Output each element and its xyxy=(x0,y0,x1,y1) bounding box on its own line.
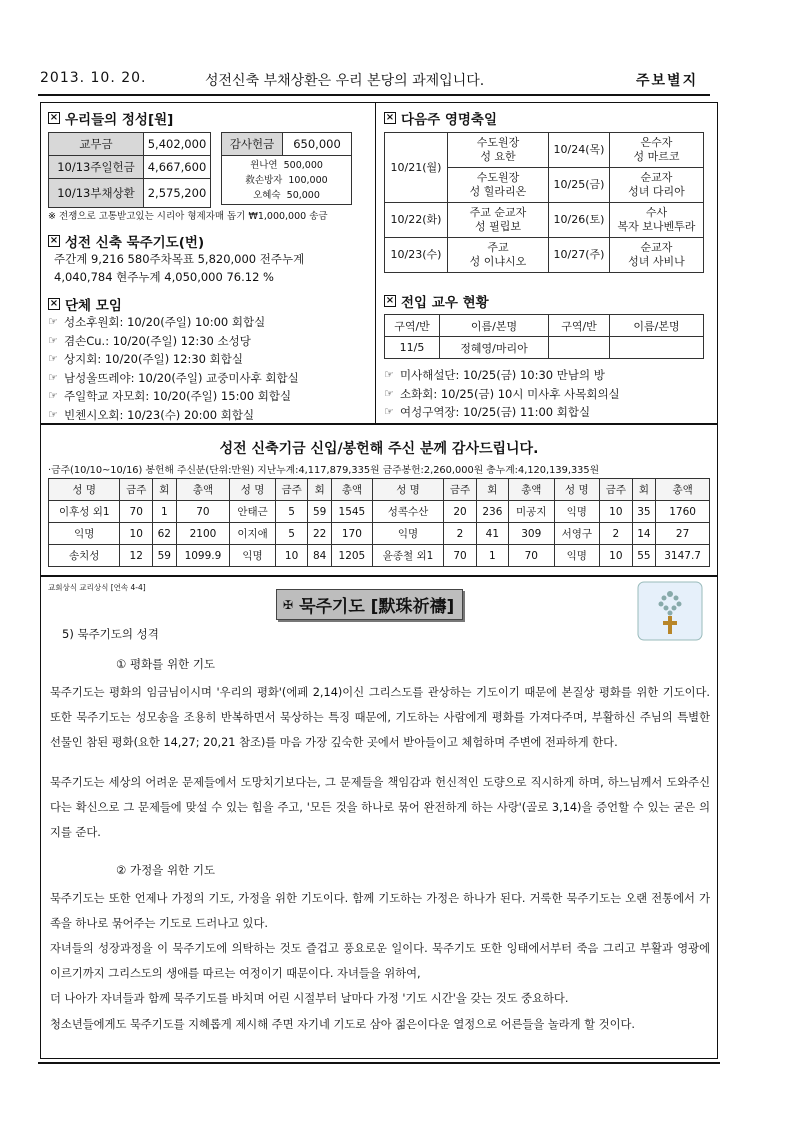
section-heading-peace: ① 평화를 위한 기도 xyxy=(116,657,216,671)
notices-list xyxy=(384,366,620,422)
donor-cell: 5 xyxy=(275,501,308,523)
meeting-text: 상지회: 10/20(주일) 12:30 회합실 xyxy=(64,352,243,366)
meeting-text: 남성울뜨레야: 10/20(주일) 교중미사후 회합실 xyxy=(64,370,299,385)
donor-cell: 22 xyxy=(308,523,332,545)
feast-date: 10/23(수) xyxy=(385,238,448,273)
offerings-table xyxy=(48,132,211,208)
series-label: 교회상식 교리상식 [연속 4-4] xyxy=(48,583,146,592)
feast-date: 10/22(화) xyxy=(385,203,448,238)
thanks-donors xyxy=(222,156,352,205)
donor-cell: 1099.9 xyxy=(176,545,230,567)
list-item xyxy=(384,366,620,385)
meeting-text: 주일학교 자모회: 10/20(주일) 15:00 회합실 xyxy=(64,389,292,403)
feast-saint-line: 복자 보나벤투라 xyxy=(617,220,696,233)
donor-cell: 이지애 xyxy=(230,523,276,545)
transfer-header: 이름/본명 xyxy=(610,315,704,337)
rosary-image xyxy=(636,580,704,642)
feasts-heading xyxy=(384,108,497,128)
transfer-heading xyxy=(384,291,489,311)
col-header-total: 총액 xyxy=(176,479,230,501)
syria-note: ※ 전쟁으로 고통받고있는 시리아 형제자매 돕기 ₩1,000,000 송금 xyxy=(48,211,328,222)
thanks-value: 650,000 xyxy=(283,133,352,156)
col-header-name: 성 명 xyxy=(230,479,276,501)
list-item xyxy=(48,387,299,406)
list-item xyxy=(48,313,299,332)
donor-cell: 윤종철 외1 xyxy=(372,545,443,567)
donor-cell: 41 xyxy=(476,523,508,545)
donor-cell: 미공지 xyxy=(508,501,554,523)
donor-cell: 익명 xyxy=(372,523,443,545)
donor-amount: 100,000 xyxy=(288,174,328,186)
meetings-title: 단체 모임 xyxy=(65,298,122,314)
offering-label: 10/13부채상환 xyxy=(49,179,144,208)
feast-name xyxy=(448,238,549,273)
donor-cell: 2 xyxy=(600,523,633,545)
paragraph-family-4: 청소년들에게도 묵주기도를 지혜롭게 제시해 주면 자기네 기도로 삼아 젊은이다운 열정으로 어른들을 놀라게 할 것이다. xyxy=(50,1018,636,1031)
donor-cell: 236 xyxy=(476,501,508,523)
pointing-hand-icon: ☞ xyxy=(48,352,58,366)
feast-title-line: 순교자 xyxy=(640,241,673,254)
col-header-total: 총액 xyxy=(508,479,554,501)
transfer-table xyxy=(384,314,704,359)
donor-cell: 1 xyxy=(152,501,176,523)
donor-cell: 62 xyxy=(152,523,176,545)
pointing-hand-icon: ☞ xyxy=(48,315,58,329)
donor-cell: 1 xyxy=(476,545,508,567)
section-heading-family: ② 가정을 위한 기도 xyxy=(116,863,216,877)
donor-row xyxy=(224,188,349,203)
column-divider xyxy=(375,102,376,424)
checkbox-icon xyxy=(384,295,396,307)
feast-title-line: 순교자 xyxy=(640,171,673,184)
pointing-hand-icon: ☞ xyxy=(48,333,58,347)
col-header-total: 총액 xyxy=(656,479,710,501)
thanks-label: 감사헌금 xyxy=(222,133,283,156)
table-row xyxy=(49,523,710,545)
donor-name: 오혜숙 xyxy=(253,189,281,201)
col-header-week: 금주 xyxy=(600,479,633,501)
feast-saint-line: 성 마르코 xyxy=(633,150,680,163)
feast-date: 10/24(목) xyxy=(549,133,610,168)
donor-cell: 55 xyxy=(632,545,656,567)
col-header-week: 금주 xyxy=(120,479,153,501)
donor-cell: 서영구 xyxy=(554,523,600,545)
paragraph-family-3: 더 나아가 자녀들과 함께 묵주기도를 바치며 어린 시절부터 날마다 가정 '기도 시간'을 갖는 것도 중요하다. xyxy=(50,992,569,1005)
meetings-list xyxy=(48,313,299,424)
paragraph-peace-1: 묵주기도는 평화의 임금님이시며 '우리의 평화'(에페 2,14)이신 그리스도를 관상하는 기도이기 때문에 본질상 평화를 위한 기도이다. 또한 묵주기도는 성모송을 조용히 반복하면서 묵상하는 특징 때문에, 기도하는 사람에게 평화를 가져다주며, 부활하신 주님의 특별한 선물인 참된 평화(요한 14,27; 20,21 참조)를 마음 가장 깊숙한 곳에서 받아들이고 체험하며 주변에 전파하게 한다. xyxy=(50,686,710,749)
transfer-cell: 11/5 xyxy=(385,337,440,359)
feast-date: 10/26(토) xyxy=(549,203,610,238)
feast-saint-line: 성 힐라리온 xyxy=(469,185,527,198)
donor-cell: 59 xyxy=(152,545,176,567)
donor-cell: 안태근 xyxy=(230,501,276,523)
footer-rule xyxy=(38,1062,720,1064)
donor-cell: 70 xyxy=(444,545,477,567)
table-row xyxy=(49,501,710,523)
meeting-text: 겸손Cu.: 10/20(주일) 12:30 소성당 xyxy=(64,333,251,348)
thanks-offering-table xyxy=(221,132,352,205)
offering-value: 2,575,200 xyxy=(144,179,211,208)
article-title-chip xyxy=(276,589,463,620)
notice-text: 여성구역장: 10/25(금) 11:00 회합실 xyxy=(400,405,591,419)
pointing-hand-icon: ☞ xyxy=(384,386,394,400)
feast-title-line: 수도원장 xyxy=(476,171,520,184)
donor-cell: 이후성 외1 xyxy=(49,501,120,523)
donor-cell: 익명 xyxy=(554,501,600,523)
article-subtitle: 5) 묵주기도의 성격 xyxy=(62,627,159,641)
pointing-hand-icon: ☞ xyxy=(48,370,58,384)
transfer-header: 구역/반 xyxy=(549,315,610,337)
list-item xyxy=(48,350,299,369)
feast-title-line: 수사 xyxy=(645,206,668,219)
transfer-title: 전입 교우 현황 xyxy=(401,295,489,311)
transfer-cell: 정혜영/마리아 xyxy=(440,337,549,359)
donor-cell: 70 xyxy=(508,545,554,567)
donor-cell: 1545 xyxy=(331,501,372,523)
feast-title-line: 주교 순교자 xyxy=(469,206,527,219)
checkbox-icon xyxy=(48,298,60,310)
donor-cell: 14 xyxy=(632,523,656,545)
feast-name xyxy=(448,203,549,238)
donor-cell: 익명 xyxy=(230,545,276,567)
list-item xyxy=(384,403,620,422)
checkbox-icon xyxy=(384,112,396,124)
offerings-title: 우리들의 정성[원] xyxy=(65,112,174,128)
donor-cell: 170 xyxy=(331,523,372,545)
pointing-hand-icon: ☞ xyxy=(384,368,394,382)
donor-cell: 35 xyxy=(632,501,656,523)
feast-date: 10/27(주) xyxy=(549,238,610,273)
donor-cell: 익명 xyxy=(554,545,600,567)
transfer-header: 구역/반 xyxy=(385,315,440,337)
donor-cell: 309 xyxy=(508,523,554,545)
bulletin-title: 주보별지 xyxy=(636,73,699,89)
notice-text: 미사해설단: 10/25(금) 10:30 만남의 방 xyxy=(400,368,605,382)
transfer-cell xyxy=(549,337,610,359)
donation-table xyxy=(48,478,710,567)
donor-cell: 84 xyxy=(308,545,332,567)
donor-amount: 50,000 xyxy=(286,189,320,201)
col-header-count: 회 xyxy=(308,479,332,501)
donor-name: 救손방자 xyxy=(245,174,283,186)
donor-row xyxy=(224,158,349,173)
list-item xyxy=(48,369,299,388)
feast-saint-line: 성 요한 xyxy=(480,150,516,163)
feast-name xyxy=(448,168,549,203)
cross-icon: ✠ xyxy=(283,597,294,612)
donor-amount: 500,000 xyxy=(283,159,323,171)
offering-label: 교무금 xyxy=(49,133,144,156)
header-slogan: 성전신축 부채상환은 우리 본당의 과제입니다. xyxy=(205,73,485,89)
feast-title-line: 은수자 xyxy=(640,136,673,149)
notice-text: 소화회: 10/25(금) 10시 미사후 사목회의실 xyxy=(400,386,620,401)
header-rule xyxy=(38,94,710,96)
feast-title-line: 수도원장 xyxy=(476,136,520,149)
rosary-clipart-icon xyxy=(636,580,704,642)
offering-label: 10/13주일헌금 xyxy=(49,156,144,179)
donor-cell: 59 xyxy=(308,501,332,523)
feast-name xyxy=(610,133,704,168)
donor-cell: 10 xyxy=(120,523,153,545)
meeting-text: 빈첸시오회: 10/23(수) 20:00 회합실 xyxy=(64,407,255,422)
issue-date: 2013. 10. 20. xyxy=(40,70,147,86)
feast-saint-line: 성녀 사비나 xyxy=(628,255,685,268)
donor-cell: 2100 xyxy=(176,523,230,545)
meeting-text: 성소후원회: 10/20(주일) 10:00 회합실 xyxy=(64,315,266,329)
feast-name xyxy=(448,133,549,168)
feast-name xyxy=(610,238,704,273)
feast-title-line: 주교 xyxy=(487,241,509,254)
feast-saint-line: 성 필립보 xyxy=(474,220,521,233)
feast-name xyxy=(610,168,704,203)
article-title: 묵주기도 [默珠祈禱] xyxy=(299,597,455,617)
checkbox-icon xyxy=(48,235,60,247)
pointing-hand-icon: ☞ xyxy=(48,407,58,421)
feast-saint-line: 성 이냐시오 xyxy=(469,255,527,268)
donation-header-row xyxy=(49,479,710,501)
feast-date: 10/25(금) xyxy=(549,168,610,203)
donor-cell: 1760 xyxy=(656,501,710,523)
rosary-title: 성전 신축 묵주기도(번) xyxy=(65,235,205,251)
donor-cell: 10 xyxy=(275,545,308,567)
transfer-cell xyxy=(610,337,704,359)
donor-row xyxy=(224,173,349,188)
donation-summary: ·금주(10/10~10/16) 봉헌해 주신분(단위:만원) 지난누계:4,117,879,335원 금주봉헌:2,260,000원 총누계:4,120,139,335원 xyxy=(48,465,600,476)
checkbox-icon xyxy=(48,112,60,124)
feast-saint-line: 성녀 다리아 xyxy=(628,185,685,198)
list-item xyxy=(48,406,299,425)
donor-cell: 20 xyxy=(444,501,477,523)
donation-title: 성전 신축기금 신입/봉헌해 주신 분께 감사드립니다. xyxy=(219,441,539,457)
donor-cell: 3147.7 xyxy=(656,545,710,567)
donor-cell: 27 xyxy=(656,523,710,545)
donor-cell: 12 xyxy=(120,545,153,567)
col-header-name: 성 명 xyxy=(554,479,600,501)
paragraph-family-2: 자녀들의 성장과정을 이 묵주기도에 의탁하는 것도 즐겁고 풍요로운 일이다. 묵주기도 또한 잉태에서부터 죽음 그리고 부활과 영광에 이르기까지 그리스도의 생애를 따르는 여정이기 때문이다. 자녀들을 위하여, xyxy=(50,942,710,980)
paragraph-family-1: 묵주기도는 또한 언제나 가정의 기도, 가정을 위한 기도이다. 함께 기도하는 가정은 하나가 된다. 거룩한 묵주기도는 오랜 전통에서 가족을 하나로 묶어주는 기도로 드러나고 있다. xyxy=(50,892,710,930)
rosary-heading xyxy=(48,231,204,251)
feast-date: 10/21(월) xyxy=(385,133,448,203)
col-header-count: 회 xyxy=(152,479,176,501)
rosary-line-1: 주간계 9,216 580주차목표 5,820,000 전주누계 xyxy=(54,252,305,266)
donor-cell: 성콕수산 xyxy=(372,501,443,523)
donor-name: 윈나연 xyxy=(250,159,278,171)
transfer-header: 이름/본명 xyxy=(440,315,549,337)
list-item xyxy=(48,332,299,351)
feasts-title: 다음주 영명축일 xyxy=(401,112,497,128)
rosary-line-2: 4,040,784 현주누계 4,050,000 76.12 % xyxy=(54,270,274,284)
col-header-total: 총액 xyxy=(331,479,372,501)
donor-cell: 10 xyxy=(600,545,633,567)
donor-cell: 10 xyxy=(600,501,633,523)
meetings-heading xyxy=(48,294,122,314)
donor-cell: 송치성 xyxy=(49,545,120,567)
offering-value: 4,667,600 xyxy=(144,156,211,179)
col-header-name: 성 명 xyxy=(372,479,443,501)
donor-cell: 5 xyxy=(275,523,308,545)
table-row xyxy=(49,545,710,567)
paragraph-peace-2: 묵주기도는 세상의 어려운 문제들에서 도망치기보다는, 그 문제들을 책임감과 헌신적인 도량으로 직시하게 하며, 하느님께서 도와주신다는 확신으로 그 문제들에 맞설 수 있는 힘을 주고, '모든 것을 하나로 묶어 완전하게 하는 사랑'(골로 3,14)을 증언할 수 있는 굳은 의지를 준다. xyxy=(50,776,710,839)
list-item xyxy=(384,385,620,404)
feasts-table xyxy=(384,132,704,273)
pointing-hand-icon: ☞ xyxy=(48,389,58,403)
donor-cell: 2 xyxy=(444,523,477,545)
donor-cell: 익명 xyxy=(49,523,120,545)
offering-value: 5,402,000 xyxy=(144,133,211,156)
col-header-count: 회 xyxy=(476,479,508,501)
donor-cell: 1205 xyxy=(331,545,372,567)
offerings-heading xyxy=(48,108,173,128)
feast-name xyxy=(610,203,704,238)
col-header-count: 회 xyxy=(632,479,656,501)
col-header-name: 성 명 xyxy=(49,479,120,501)
donor-cell: 70 xyxy=(120,501,153,523)
col-header-week: 금주 xyxy=(275,479,308,501)
pointing-hand-icon: ☞ xyxy=(384,405,394,419)
col-header-week: 금주 xyxy=(444,479,477,501)
donor-cell: 70 xyxy=(176,501,230,523)
